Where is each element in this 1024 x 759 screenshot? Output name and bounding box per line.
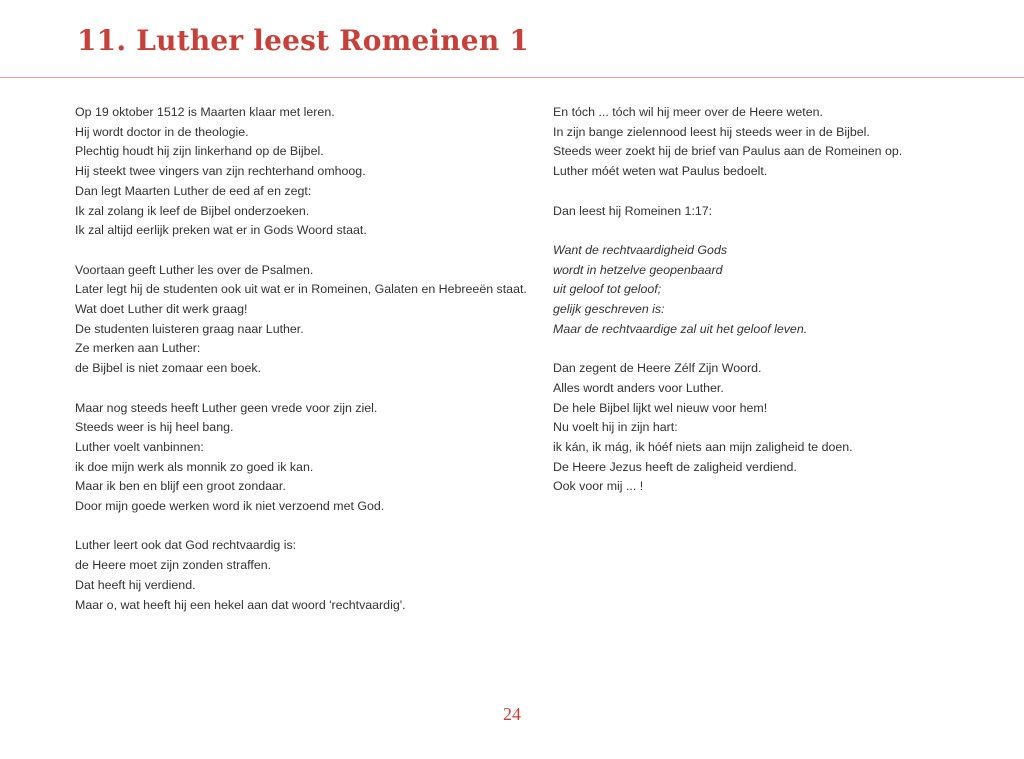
paragraph [75,536,535,615]
right-column [553,103,993,517]
page-number: 24 [503,704,521,724]
text-line: Op 19 oktober 1512 is Maarten klaar met leren. [75,105,335,119]
text-line: de Bijbel is niet zomaar een boek. [75,361,261,376]
text-line: Dan leest hij Romeinen 1:17: [553,203,713,218]
paragraph [553,103,993,182]
paragraph [75,399,535,517]
text-line: Dat heeft hij verdiend. [75,577,196,592]
text-line: Dan legt Maarten Luther de eed af en zegt: [75,183,312,198]
paragraph [75,103,535,241]
text-line: Hij steekt twee vingers van zijn rechterhand omhoog. [75,164,366,179]
text-line: Hij wordt doctor in de theologie. [75,124,249,139]
text-line: ik doe mijn werk als monnik zo goed ik kan. [75,459,314,474]
bible-quote [553,241,993,340]
text-line: Ze merken aan Luther: [75,341,201,356]
text-line: Ik zal altijd eerlijk preken wat er in Gods Woord staat. [75,223,367,238]
text-line: De Heere Jezus heeft de zaligheid verdiend. [553,459,797,474]
text-line: Maar nog steeds heeft Luther geen vrede voor zijn ziel. [75,400,378,415]
text-line: Want de rechtvaardigheid Gods [553,242,728,257]
text-line: Voortaan geeft Luther les over de Psalmen. [75,262,314,277]
text-line: Nu voelt hij in zijn hart: [553,420,678,435]
text-line: De hele Bijbel lijkt wel nieuw voor hem! [553,400,768,415]
paragraph [553,202,993,222]
text-line: uit geloof tot geloof; [553,282,662,297]
text-line: En tóch ... tóch wil hij meer over de Heere weten. [553,105,823,119]
text-line: Dan zegent de Heere Zélf Zijn Woord. [553,361,762,376]
text-line: Plechtig houdt hij zijn linkerhand op de Bijbel. [75,144,324,159]
text-line: De studenten luisteren graag naar Luther. [75,321,304,336]
text-line: Wat doet Luther dit werk graag! [75,302,248,317]
text-line: Maar o, wat heeft hij een hekel aan dat woord 'rechtvaardig'. [75,597,406,612]
text-line: Steeds weer zoekt hij de brief van Paulus aan de Romeinen op. [553,144,903,159]
text-line: Maar ik ben en blijf een groot zondaar. [75,479,286,494]
text-line: Door mijn goede werken word ik niet verzoend met God. [75,499,385,514]
paragraph [75,261,535,379]
text-line: Luther móét weten wat Paulus bedoelt. [553,164,768,179]
paragraph [553,359,993,497]
left-column [75,103,535,635]
text-line: Luther voelt vanbinnen: [75,439,204,454]
text-line: wordt in hetzelve geopenbaard [553,262,723,277]
page-title: 11. Luther leest Romeinen 1 [77,24,530,57]
text-line: Alles wordt anders voor Luther. [553,380,724,395]
text-line: Later legt hij de studenten ook uit wat er in Romeinen, Galaten en Hebreeën staat. [75,282,527,297]
text-line: In zijn bange zielennood leest hij steeds weer in de Bijbel. [553,124,870,139]
text-line: ik kán, ik mág, ik hóéf niets aan mijn zaligheid te doen. [553,439,853,454]
title-divider [0,77,1024,78]
text-line: Steeds weer is hij heel bang. [75,420,234,435]
text-line: Maar de rechtvaardige zal uit het geloof leven. [553,321,808,336]
text-line: de Heere moet zijn zonden straffen. [75,558,272,573]
text-line: Ook voor mij ... ! [553,479,644,494]
text-line: gelijk geschreven is: [553,302,665,316]
text-line: Luther leert ook dat God rechtvaardig is: [75,538,297,553]
text-line: Ik zal zolang ik leef de Bijbel onderzoeken. [75,203,310,218]
